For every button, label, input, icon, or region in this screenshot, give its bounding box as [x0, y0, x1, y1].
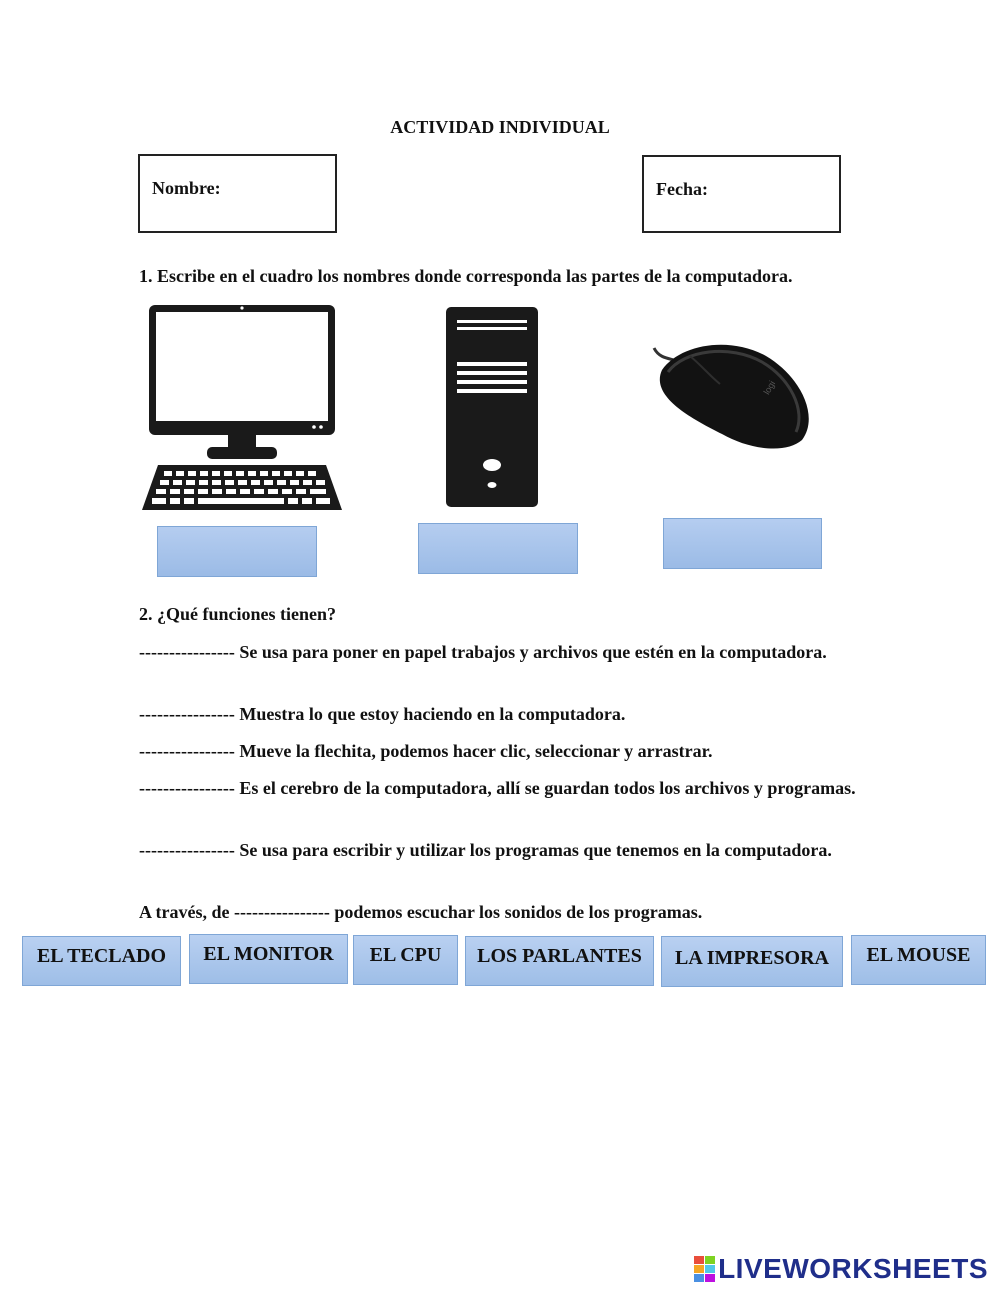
word-chip-monitor[interactable]: EL MONITOR: [189, 934, 348, 984]
function-item: A través, de ---------------- podemos escuchar los sonidos de los programas.: [139, 902, 703, 922]
function-item: ---------------- Muestra lo que estoy haciendo en la computadora.: [139, 704, 626, 724]
word-chip-mouse[interactable]: EL MOUSE: [851, 935, 986, 985]
liveworksheets-logo: [694, 1252, 988, 1286]
question-2: 2. ¿Qué funciones tienen?: [139, 604, 337, 624]
computer-mouse-image: [650, 336, 814, 454]
cpu-tower-icon: [444, 306, 540, 508]
lws-logo-icon: [694, 1256, 716, 1282]
word-chip-parlantes[interactable]: LOS PARLANTES: [465, 936, 654, 986]
word-chip-teclado[interactable]: EL TECLADO: [22, 936, 181, 986]
answer-box-cpu[interactable]: [418, 523, 578, 574]
function-item: ---------------- Se usa para escribir y utilizar los programas que tenemos en la computadora.: [139, 840, 832, 860]
word-chip-cpu[interactable]: EL CPU: [353, 935, 458, 985]
brand-text: LIVEWORKSHEETS: [718, 1253, 988, 1284]
function-item: ---------------- Es el cerebro de la computadora, allí se guardan todos los archivos y programas.: [139, 778, 856, 798]
question-1: 1. Escribe en el cuadro los nombres donde corresponda las partes de la computadora.: [139, 266, 793, 286]
function-item: ---------------- Se usa para poner en papel trabajos y archivos que estén en la computadora.: [139, 642, 827, 662]
name-box[interactable]: [138, 154, 337, 233]
answer-box-mouse[interactable]: [663, 518, 822, 569]
name-label: Nombre:: [152, 178, 221, 198]
page-title: ACTIVIDAD INDIVIDUAL: [390, 117, 610, 137]
word-chip-impresora[interactable]: LA IMPRESORA: [661, 936, 843, 987]
date-box[interactable]: [642, 155, 841, 233]
monitor-keyboard-icon: [140, 303, 344, 513]
function-item: ---------------- Mueve la flechita, podemos hacer clic, seleccionar y arrastrar.: [139, 741, 713, 761]
date-label: Fecha:: [656, 179, 708, 199]
answer-box-monitor[interactable]: [157, 526, 317, 577]
svg-text:logi: logi: [761, 379, 778, 397]
